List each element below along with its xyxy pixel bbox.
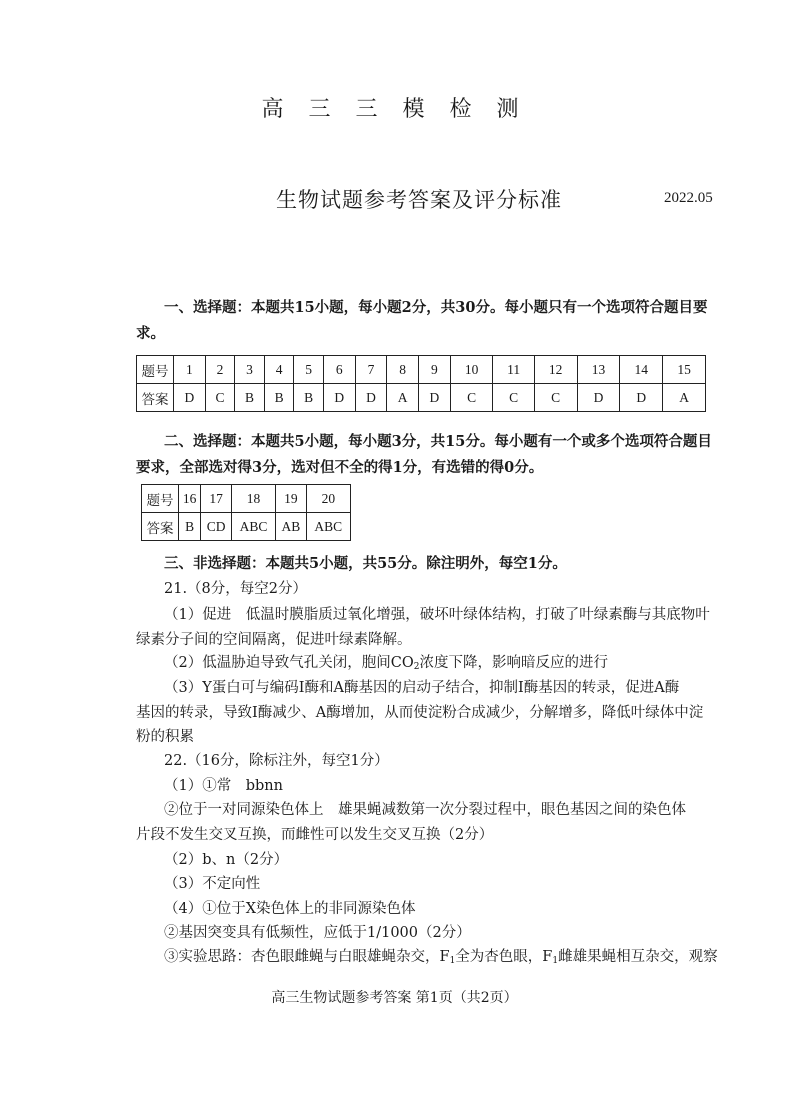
table1-answer-cell: D <box>577 384 620 412</box>
table1-number-cell: 3 <box>235 356 265 384</box>
section3-heading: 三、非选择题：本题共5小题，共55分。除注明外，每空1分。 <box>164 555 567 572</box>
table1-number-cell: 7 <box>355 356 387 384</box>
table2-answer-cell: ABC <box>306 513 350 541</box>
table2-row-label-answer: 答案 <box>142 513 179 541</box>
q21-part3-line3: 粉的积累 <box>136 729 194 745</box>
q22-part4-item2: ②基因突变具有低频性，应低于1/1000（2分） <box>164 925 471 941</box>
section1-heading-line1: 一、选择题：本题共15小题，每小题2分，共30分。每小题只有一个选项符合题目要 <box>164 299 708 316</box>
table1-answer-cell: C <box>493 384 534 412</box>
table1-number-cell: 5 <box>294 356 324 384</box>
table1-row-label-answer: 答案 <box>137 384 174 412</box>
section2-heading-line2: 要求，全部选对得3分，选对但不全的得1分，有选错的得0分。 <box>136 459 544 476</box>
table1-answer-cell: C <box>534 384 577 412</box>
table1-number-cell: 8 <box>387 356 419 384</box>
table1-number-cell: 10 <box>450 356 493 384</box>
section2-heading-line1: 二、选择题：本题共5小题，每小题3分，共15分。每小题有一个或多个选项符合题目 <box>164 433 712 450</box>
q21-part3-line1: （3）Y蛋白可与编码Ⅰ酶和A酶基因的启动子结合，抑制Ⅰ酶基因的转录，促进A酶 <box>164 680 680 696</box>
table2-number-cell: 18 <box>231 485 275 513</box>
table1-number-cell: 4 <box>264 356 294 384</box>
q22-part1-item1: （1）①常 bbnn <box>164 778 283 794</box>
table1-number-cell: 1 <box>174 356 206 384</box>
q21-part1-line2: 绿素分子间的空间隔离，促进叶绿素降解。 <box>136 632 412 648</box>
section1-heading-line2: 求。 <box>136 325 165 342</box>
table1-number-cell: 12 <box>534 356 577 384</box>
q21-part1-line1: （1）促进 低温时膜脂质过氧化增强，破坏叶绿体结构，打破了叶绿素酶与其底物叶 <box>164 607 710 623</box>
table2-number-cell: 19 <box>276 485 306 513</box>
document-subtitle: 生物试题参考答案及评分标准 <box>276 188 562 212</box>
q22-part4-item1: （4）①位于X染色体上的非同源染色体 <box>164 901 416 917</box>
page-title: 高 三 三 模 检 测 <box>261 97 528 122</box>
table1-answer-cell: D <box>419 384 451 412</box>
table1-number-cell: 6 <box>323 356 355 384</box>
table1-answer-cell: D <box>323 384 355 412</box>
table1-answer-cell: A <box>663 384 706 412</box>
table1-answer-cell: A <box>387 384 419 412</box>
table2-number-row <box>142 485 351 513</box>
q22-part2: （2）b、n（2分） <box>164 852 289 868</box>
q22-part3: （3）不定向性 <box>164 876 261 892</box>
table2-answer-cell: CD <box>201 513 231 541</box>
table2-row-label-number: 题号 <box>142 485 179 513</box>
table1-answer-cell: B <box>264 384 294 412</box>
table1-answer-cell: C <box>450 384 493 412</box>
table1-number-cell: 13 <box>577 356 620 384</box>
table2-number-cell: 16 <box>179 485 201 513</box>
q21-part2: （2）低温胁迫导致气孔关闭，胞间$CO_2$浓度下降，影响暗反应的进行 <box>164 655 608 672</box>
table2-answer-cell: B <box>179 513 201 541</box>
table2-answer-cell: ABC <box>231 513 275 541</box>
q21-header: 21.（8分，每空2分） <box>164 581 308 597</box>
table1-answer-cell: B <box>294 384 324 412</box>
table1-number-cell: 14 <box>620 356 663 384</box>
table1-number-cell: 11 <box>493 356 534 384</box>
q22-header: 22.（16分，除标注外，每空1分） <box>164 753 389 769</box>
table1-answer-cell: C <box>205 384 235 412</box>
table1-number-cell: 9 <box>419 356 451 384</box>
q21-part3-line2: 基因的转录，导致Ⅰ酶减少、A酶增加，从而使淀粉合成减少，分解增多，降低叶绿体中淀 <box>136 705 704 721</box>
table2-answer-row <box>142 513 351 541</box>
q22-part1-item2-line1: ②位于一对同源染色体上 雄果蝇减数第一次分裂过程中，眼色基因之间的染色体 <box>164 802 686 818</box>
table1-answer-cell: D <box>620 384 663 412</box>
table1-number-row <box>137 356 706 384</box>
q22-part1-item2-line2: 片段不发生交叉互换，而雌性可以发生交叉互换（2分） <box>136 827 494 843</box>
page-footer: 高三生物试题参考答案 第1页（共2页） <box>271 990 518 1006</box>
table1-answer-cell: B <box>235 384 265 412</box>
table2-number-cell: 20 <box>306 485 350 513</box>
section1-answer-table <box>136 355 706 412</box>
document-date: 2022.05 <box>664 190 713 206</box>
table2-number-cell: 17 <box>201 485 231 513</box>
q22-part4-item3: ③实验思路：杏色眼雌蝇与白眼雄蝇杂交，$F_1$全为杏色眼，$F_1$雌雄果蝇相互杂交，观察 <box>164 949 718 966</box>
table1-answer-cell: D <box>355 384 387 412</box>
table1-number-cell: 2 <box>205 356 235 384</box>
section2-answer-table <box>141 484 351 541</box>
table1-answer-row <box>137 384 706 412</box>
table1-number-cell: 15 <box>663 356 706 384</box>
table2-answer-cell: AB <box>276 513 306 541</box>
table1-answer-cell: D <box>174 384 206 412</box>
table1-row-label-number: 题号 <box>137 356 174 384</box>
